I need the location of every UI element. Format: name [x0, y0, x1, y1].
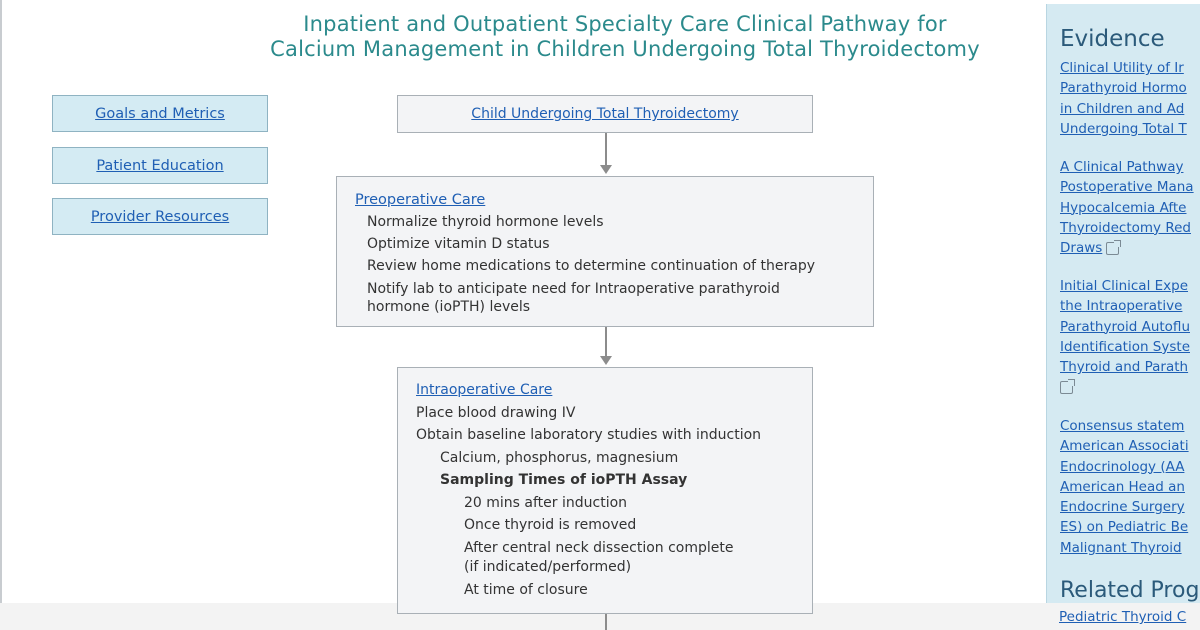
- goals-and-metrics-button[interactable]: [52, 95, 268, 132]
- evidence-link-1[interactable]: [1060, 58, 1187, 139]
- evidence-link-line[interactable]: Hypocalcemia Afte: [1060, 199, 1187, 216]
- start-node-link[interactable]: Child Undergoing Total Thyroidectomy: [471, 106, 739, 122]
- intraoperative-care-box: [397, 367, 813, 614]
- preop-item: [355, 280, 855, 316]
- related-program-link[interactable]: Pediatric Thyroid C: [1059, 609, 1187, 625]
- evidence-link-line[interactable]: A Clinical Pathway: [1060, 159, 1184, 175]
- intraop-item: Obtain baseline laboratory studies with induction: [416, 427, 762, 443]
- evidence-link-line[interactable]: the Intraoperative: [1060, 298, 1183, 315]
- external-link-icon: [1060, 381, 1073, 394]
- connector-line-1: [605, 133, 607, 166]
- arrow-down-icon: [600, 356, 612, 365]
- preop-item: Optimize vitamin D status: [367, 236, 550, 252]
- goals-and-metrics-link[interactable]: Goals and Metrics: [95, 105, 225, 122]
- evidence-link-line[interactable]: Identification Syste: [1060, 338, 1190, 355]
- connector-line-3: [605, 614, 607, 630]
- page-title-line-2: Calcium Management in Children Undergoing Total Thyroidectomy: [270, 37, 980, 61]
- intraoperative-care-link[interactable]: Intraoperative Care: [416, 382, 553, 398]
- evidence-link-line[interactable]: Postoperative Mana: [1060, 179, 1194, 196]
- preop-item-line: Notify lab to anticipate need for Intraoperative parathyroid: [367, 281, 780, 297]
- evidence-link-3[interactable]: [1060, 276, 1190, 398]
- related-programs-title: Related Prog: [1060, 578, 1200, 603]
- evidence-link-2[interactable]: [1060, 157, 1194, 258]
- sampling-time-line: (if indicated/performed): [464, 558, 632, 575]
- evidence-link-line[interactable]: Parathyroid Autoflu: [1060, 318, 1190, 335]
- evidence-link-line[interactable]: Undergoing Total T: [1060, 120, 1187, 137]
- evidence-link-line[interactable]: Clinical Utility of Ir: [1060, 60, 1184, 76]
- preoperative-care-link[interactable]: Preoperative Care: [355, 192, 486, 208]
- provider-resources-button[interactable]: [52, 198, 268, 235]
- sampling-times-heading: Sampling Times of ioPTH Assay: [440, 472, 688, 488]
- preoperative-care-box: [336, 176, 874, 327]
- evidence-link-line[interactable]: Consensus statem: [1060, 418, 1185, 434]
- intraop-subitem: Calcium, phosphorus, magnesium: [440, 449, 679, 466]
- provider-resources-link[interactable]: Provider Resources: [90, 208, 230, 225]
- evidence-link-line[interactable]: in Children and Ad: [1060, 100, 1185, 117]
- evidence-link-line[interactable]: Malignant Thyroid: [1060, 539, 1182, 556]
- patient-education-link[interactable]: Patient Education: [96, 157, 224, 174]
- sampling-time-item: At time of closure: [464, 581, 588, 598]
- sampling-time-item: Once thyroid is removed: [464, 517, 637, 533]
- intraop-item: Place blood drawing IV: [416, 404, 576, 421]
- evidence-link-line[interactable]: American Head an: [1060, 478, 1185, 495]
- preop-item-line: hormone (ioPTH) levels: [367, 299, 531, 315]
- preop-item: Normalize thyroid hormone levels: [367, 214, 604, 230]
- evidence-sidebar: [1046, 4, 1200, 603]
- evidence-link-line[interactable]: Initial Clinical Expe: [1060, 278, 1189, 294]
- sampling-time-line: After central neck dissection complete: [464, 539, 734, 556]
- evidence-link-line[interactable]: Endocrinology (AA: [1060, 458, 1185, 475]
- page-title: [190, 12, 1060, 62]
- evidence-link-line[interactable]: ES) on Pediatric Be: [1060, 519, 1189, 536]
- evidence-link-line[interactable]: Draws: [1060, 240, 1103, 257]
- sampling-time-item: 20 mins after induction: [464, 494, 628, 511]
- page-title-line-1: Inpatient and Outpatient Specialty Care Clinical Pathway for: [303, 12, 947, 36]
- evidence-link-line[interactable]: Endocrine Surgery: [1060, 499, 1185, 516]
- connector-line-2: [605, 327, 607, 357]
- evidence-link-line[interactable]: Thyroidectomy Red: [1060, 219, 1191, 236]
- external-link-icon: [1106, 242, 1119, 255]
- evidence-link-4[interactable]: [1060, 416, 1189, 558]
- evidence-link-line[interactable]: Parathyroid Hormo: [1060, 80, 1187, 97]
- arrow-down-icon: [600, 165, 612, 174]
- start-node: [397, 95, 813, 133]
- page-left-border: [0, 0, 2, 603]
- evidence-title: Evidence: [1060, 26, 1165, 52]
- evidence-link-line[interactable]: Thyroid and Parath: [1060, 359, 1189, 376]
- sampling-time-item: [416, 539, 794, 577]
- evidence-link-line[interactable]: American Associati: [1060, 438, 1189, 455]
- patient-education-button[interactable]: [52, 147, 268, 184]
- preop-item: Review home medications to determine continuation of therapy: [367, 258, 816, 274]
